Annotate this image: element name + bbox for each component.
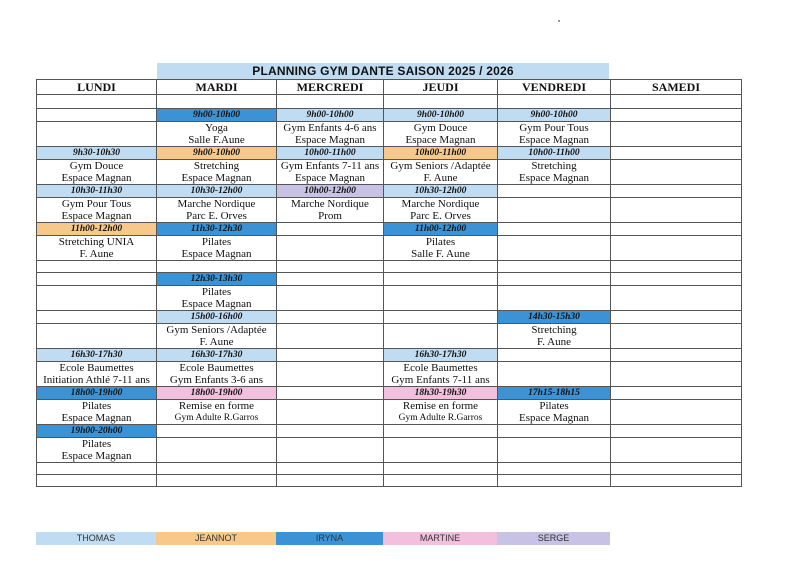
empty-cell — [157, 463, 277, 475]
activity-row — [37, 236, 742, 261]
time-slot: 9h00-10h00 — [384, 109, 498, 122]
activity-cell — [277, 286, 384, 311]
time-slot: 10h00-12h00 — [277, 185, 384, 198]
empty-cell — [498, 463, 611, 475]
time-slot — [37, 109, 157, 122]
time-slot — [611, 223, 742, 236]
activity-cell: Gym Pour Tous Espace Magnan — [37, 198, 157, 223]
empty-cell — [498, 95, 611, 109]
time-slot: 10h00-11h00 — [277, 147, 384, 160]
time-slot: 10h30-11h30 — [37, 185, 157, 198]
activity-row — [37, 362, 742, 387]
activity-cell — [611, 122, 742, 147]
time-slot: 14h30-15h30 — [498, 311, 611, 324]
time-slot: 10h30-12h00 — [157, 185, 277, 198]
time-slot — [611, 349, 742, 362]
time-slot — [157, 425, 277, 438]
time-slot — [37, 311, 157, 324]
activity-cell — [611, 198, 742, 223]
time-slot — [611, 185, 742, 198]
time-slot — [384, 425, 498, 438]
time-slot: 18h00-19h00 — [157, 387, 277, 400]
activity-cell — [611, 362, 742, 387]
time-slot: 10h30-12h00 — [384, 185, 498, 198]
time-slot: 11h00-12h00 — [384, 223, 498, 236]
activity-cell — [498, 236, 611, 261]
activity-cell — [384, 438, 498, 463]
time-slot — [611, 425, 742, 438]
activity-cell: Gym Seniors /Adaptée F. Aune — [157, 324, 277, 349]
time-slot — [498, 223, 611, 236]
activity-cell — [498, 198, 611, 223]
empty-cell — [611, 261, 742, 273]
time-row — [37, 223, 742, 236]
time-slot — [37, 273, 157, 286]
time-slot: 11h00-12h00 — [37, 223, 157, 236]
table-row — [37, 261, 742, 273]
activity-row — [37, 160, 742, 185]
empty-cell — [384, 95, 498, 109]
activity-cell: Stretching Espace Magnan — [157, 160, 277, 185]
time-slot — [277, 273, 384, 286]
empty-cell — [157, 95, 277, 109]
day-header: SAMEDI — [611, 80, 742, 95]
activity-cell: Gym Enfants 4-6 ans Espace Magnan — [277, 122, 384, 147]
activity-cell: Pilates Espace Magnan — [157, 286, 277, 311]
empty-cell — [157, 475, 277, 487]
activity-cell: Stretching F. Aune — [498, 324, 611, 349]
activity-row — [37, 286, 742, 311]
day-header: MERCREDI — [277, 80, 384, 95]
day-header: VENDREDI — [498, 80, 611, 95]
activity-cell — [157, 438, 277, 463]
time-slot: 9h00-10h00 — [277, 109, 384, 122]
activity-row — [37, 400, 742, 425]
day-header-row — [37, 80, 742, 95]
time-row — [37, 387, 742, 400]
empty-cell — [498, 261, 611, 273]
activity-row — [37, 198, 742, 223]
activity-cell: Remise en forme Gym Adulte R.Garros — [157, 400, 277, 425]
activity-cell: Gym Douce Espace Magnan — [37, 160, 157, 185]
time-slot: 10h00-11h00 — [498, 147, 611, 160]
time-slot: 16h30-17h30 — [37, 349, 157, 362]
empty-cell — [384, 261, 498, 273]
time-row — [37, 311, 742, 324]
time-slot — [384, 311, 498, 324]
activity-cell — [277, 324, 384, 349]
time-slot — [611, 273, 742, 286]
time-slot: 9h00-10h00 — [157, 147, 277, 160]
time-slot — [277, 349, 384, 362]
activity-cell: Pilates Espace Magnan — [157, 236, 277, 261]
day-header: JEUDI — [384, 80, 498, 95]
activity-cell: Yoga Salle F.Aune — [157, 122, 277, 147]
table-row — [37, 95, 742, 109]
activity-cell — [277, 438, 384, 463]
activity-cell — [611, 160, 742, 185]
empty-cell — [277, 95, 384, 109]
time-row — [37, 425, 742, 438]
time-slot: 18h00-19h00 — [37, 387, 157, 400]
table-row — [37, 475, 742, 487]
time-slot: 16h30-17h30 — [384, 349, 498, 362]
empty-cell — [277, 463, 384, 475]
activity-cell — [37, 122, 157, 147]
activity-cell: Gym Pour Tous Espace Magnan — [498, 122, 611, 147]
page-title: PLANNING GYM DANTE SAISON 2025 / 2026 — [157, 63, 609, 79]
time-slot — [611, 109, 742, 122]
activity-cell — [611, 400, 742, 425]
activity-cell: Pilates Espace Magnan — [37, 400, 157, 425]
empty-cell — [37, 261, 157, 273]
table-row — [37, 463, 742, 475]
activity-cell: Stretching UNIA F. Aune — [37, 236, 157, 261]
empty-cell — [611, 475, 742, 487]
time-slot: 15h00-16h00 — [157, 311, 277, 324]
activity-cell: Stretching Espace Magnan — [498, 160, 611, 185]
time-slot — [277, 425, 384, 438]
empty-cell — [384, 475, 498, 487]
activity-cell — [277, 236, 384, 261]
day-header: MARDI — [157, 80, 277, 95]
activity-cell: Pilates Espace Magnan — [498, 400, 611, 425]
activity-cell: Pilates Salle F. Aune — [384, 236, 498, 261]
time-row — [37, 349, 742, 362]
empty-cell — [277, 475, 384, 487]
time-slot — [611, 387, 742, 400]
activity-cell — [498, 286, 611, 311]
time-slot — [498, 425, 611, 438]
time-slot — [277, 311, 384, 324]
time-slot — [384, 273, 498, 286]
activity-row — [37, 438, 742, 463]
time-slot: 9h30-10h30 — [37, 147, 157, 160]
activity-cell: Marche Nordique Parc E. Orves — [384, 198, 498, 223]
activity-cell: Ecole Baumettes Gym Enfants 3-6 ans — [157, 362, 277, 387]
time-row — [37, 185, 742, 198]
time-slot — [277, 223, 384, 236]
empty-cell — [157, 261, 277, 273]
empty-cell — [37, 475, 157, 487]
time-slot: 11h30-12h30 — [157, 223, 277, 236]
empty-cell — [37, 463, 157, 475]
legend-serge: SERGE — [497, 532, 610, 545]
activity-cell — [611, 236, 742, 261]
activity-cell — [384, 286, 498, 311]
time-row — [37, 109, 742, 122]
day-header: LUNDI — [37, 80, 157, 95]
activity-cell — [37, 324, 157, 349]
time-slot — [498, 273, 611, 286]
activity-cell — [611, 286, 742, 311]
activity-cell: Remise en forme Gym Adulte R.Garros — [384, 400, 498, 425]
legend-martine: MARTINE — [383, 532, 497, 545]
activity-cell — [498, 362, 611, 387]
time-row — [37, 273, 742, 286]
activity-cell: Gym Douce Espace Magnan — [384, 122, 498, 147]
time-slot: 10h00-11h00 — [384, 147, 498, 160]
time-slot: 19h00-20h00 — [37, 425, 157, 438]
time-slot: 18h30-19h30 — [384, 387, 498, 400]
activity-cell — [277, 400, 384, 425]
time-slot: 17h15-18h15 — [498, 387, 611, 400]
time-slot: 9h00-10h00 — [157, 109, 277, 122]
activity-cell — [611, 438, 742, 463]
scan-speck — [558, 20, 560, 22]
activity-row — [37, 324, 742, 349]
legend-jeannot: JEANNOT — [156, 532, 276, 545]
activity-cell: Ecole Baumettes Initiation Athlé 7-11 ans — [37, 362, 157, 387]
activity-cell: Gym Seniors /Adaptée F. Aune — [384, 160, 498, 185]
time-slot — [498, 349, 611, 362]
time-slot: 16h30-17h30 — [157, 349, 277, 362]
time-slot — [498, 185, 611, 198]
activity-cell: Ecole Baumettes Gym Enfants 7-11 ans — [384, 362, 498, 387]
activity-cell — [384, 324, 498, 349]
legend-iryna: IRYNA — [276, 532, 383, 545]
activity-cell — [277, 362, 384, 387]
schedule-table — [36, 79, 742, 487]
empty-cell — [611, 95, 742, 109]
time-slot — [277, 387, 384, 400]
time-slot: 12h30-13h30 — [157, 273, 277, 286]
empty-cell — [384, 463, 498, 475]
activity-cell: Gym Enfants 7-11 ans Espace Magnan — [277, 160, 384, 185]
time-row — [37, 147, 742, 160]
legend-thomas: THOMAS — [36, 532, 156, 545]
activity-cell — [498, 438, 611, 463]
time-slot — [611, 147, 742, 160]
activity-cell — [611, 324, 742, 349]
empty-cell — [277, 261, 384, 273]
empty-cell — [611, 463, 742, 475]
activity-cell: Marche Nordique Prom — [277, 198, 384, 223]
activity-cell — [37, 286, 157, 311]
empty-cell — [37, 95, 157, 109]
empty-cell — [498, 475, 611, 487]
activity-cell: Pilates Espace Magnan — [37, 438, 157, 463]
time-slot — [611, 311, 742, 324]
time-slot: 9h00-10h00 — [498, 109, 611, 122]
activity-cell: Marche Nordique Parc E. Orves — [157, 198, 277, 223]
activity-row — [37, 122, 742, 147]
